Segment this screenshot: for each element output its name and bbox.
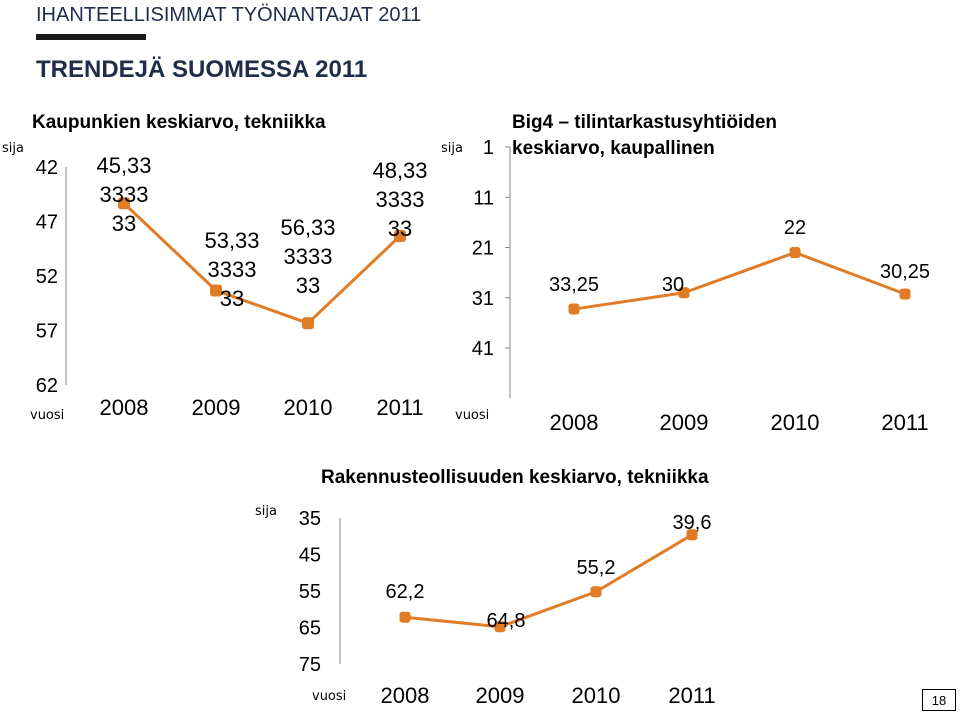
chart2-data-label: 30,25 [879,261,931,283]
chart3-series-line [405,535,692,627]
page-number: 18 [922,689,956,711]
chart2-xlabel: vuosi [455,408,490,423]
chart2-xtick-label: 2011 [881,410,929,435]
chart1-ytick-label: 62 [35,375,58,397]
chart3-ytick-label: 55 [298,581,321,603]
company-title: IHANTEELLISIMMAT TYÖNANTAJAT 2011 [36,4,422,26]
chart1-data-label: 33 [219,286,245,311]
chart3-xtick-label: 2010 [571,683,621,708]
slide-title: TRENDEJÄ SUOMESSA 2011 [36,56,368,83]
chart1-xtick-label: 2010 [283,395,333,420]
chart1-ytick-label: 57 [35,320,58,343]
chart1-data-label: 3333 [99,182,149,207]
chart3-title: Rakennusteollisuuden keskiarvo, tekniikka [321,467,709,488]
chart2-title-line: Big4 – tilintarkastusyhtiöiden [512,112,777,133]
chart2-xtick-label: 2008 [549,410,599,435]
chart1-data-label: 33 [111,211,137,236]
chart2-xtick-label: 2009 [659,410,709,435]
chart2-ytick-label: 11 [473,187,494,210]
chart1-data-label: 53,33 [204,228,260,253]
chart2-series-line [574,253,905,310]
chart2-data-label: 33,25 [548,274,600,296]
chart1-data-label: 3333 [283,244,333,269]
chart1-data-point [302,317,314,329]
chart1-data-label: 56,33 [280,215,336,240]
chart2-title-line: keskiarvo, kaupallinen [512,138,715,159]
chart2-data-label: 22 [783,217,807,239]
chart1-xtick-label: 2008 [99,395,149,420]
chart1-xlabel: vuosi [30,408,65,423]
chart3-ytick-label: 35 [298,508,321,530]
chart2-data-point [790,247,801,258]
chart2-ylabel: sija [441,141,463,156]
chart2-data-point [569,304,580,315]
chart3-xtick-label: 2008 [380,683,430,708]
chart1-ylabel: sija [2,141,24,156]
chart2-ytick-label: 21 [471,237,494,260]
chart1-data-label: 3333 [207,257,257,282]
chart1-series-line [124,203,400,323]
chart3-ytick-label: 75 [298,654,321,676]
chart1-data-label: 33 [295,273,321,298]
chart2-data-point [900,288,911,299]
chart2-data-label: 30 [661,274,685,296]
chart1-data-label: 33 [387,216,413,241]
chart3-xlabel: vuosi [312,689,347,704]
chart3-data-label: 39,6 [672,512,712,534]
chart1-data-label: 3333 [375,187,425,212]
chart3-ylabel: sija [255,504,277,519]
chart1-data-label: 48,33 [372,158,428,183]
chart1-ytick-label: 52 [35,266,58,288]
chart1-ytick-label: 47 [35,211,58,234]
chart3-xtick-label: 2011 [668,683,716,708]
chart3-data-label: 62,2 [385,581,425,603]
chart3-xtick-label: 2009 [475,683,525,708]
chart3-data-point [591,586,602,597]
chart3-data-label: 64,8 [486,610,526,632]
chart1-ytick-label: 42 [35,157,58,179]
chart1-data-label: 45,33 [96,153,152,178]
chart2-xtick-label: 2010 [770,410,820,435]
chart3-data-point [400,612,411,623]
chart2-ytick-label: 31 [471,287,494,310]
chart2-ytick-label: 41 [471,338,494,360]
chart1-xtick-label: 2011 [376,395,424,420]
chart3-ytick-label: 65 [298,617,321,640]
chart1-title: Kaupunkien keskiarvo, tekniikka [32,112,326,133]
chart1-xtick-label: 2009 [191,395,241,420]
chart3-data-label: 55,2 [576,557,616,579]
chart2-ytick-label: 1 [482,137,494,159]
chart3-ytick-label: 45 [298,544,321,567]
